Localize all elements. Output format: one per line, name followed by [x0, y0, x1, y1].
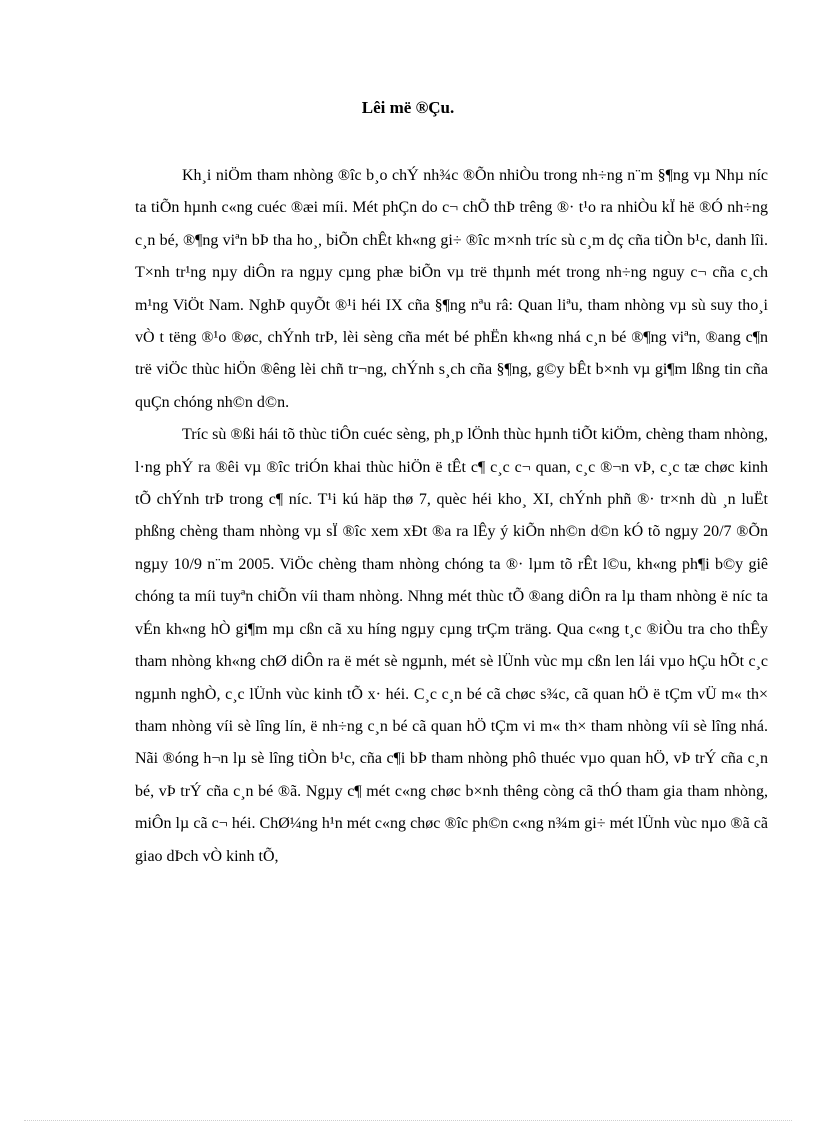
document-title: Lêi më ®Çu. — [361, 98, 455, 117]
paragraph-second: Tríc sù ®ßi hái tõ thùc tiÔn cuéc sèng, ph¸p lÖnh thùc hµnh tiÕt kiÖm, chèng tham nhòng, l·ng phÝ ra ®êi vµ ®îc triÓn khai thùc hiÖn ë tÊt c¶ c¸c c¬ quan, c¸c ®¬n vÞ, c¸c tæ chøc kinh tÕ chÝnh trÞ trong c¶ níc. T¹i kú häp thø 7, quèc héi kho¸ XI, chÝnh phñ ®· tr×nh dù ¸n luËt phßng chèng tham nhòng vµ sÏ ®îc xem xÐt ®a ra lÊy ý kiÕn nh©n d©n kÓ tõ ngµy 20/7 ®Õn ngµy 10/9 n¨m 2005. ViÖc chèng tham nhòng chóng ta ®· lµm tõ rÊt l©u, kh«ng ph¶i b©y giê chóng ta míi tuyªn chiÕn víi tham nhòng. Nhng mét thùc tÕ ®ang diÔn ra lµ tham nhòng ë níc ta vÉn kh«ng hÒ gi¶m mµ cßn cã xu híng ngµy cµng trÇm träng. Qua c«ng t¸c ®iÒu tra cho thÊy tham nhòng kh«ng chØ diÔn ra ë mét sè ngµnh, mét sè lÜnh vùc mµ cßn len lái vµo hÇu hÕt c¸c ngµnh nghÒ, c¸c lÜnh vùc kinh tÕ x· héi. C¸c c¸n bé cã chøc s¾c, cã quan hÖ ë tÇm vÜ m« th× tham nhòng víi sè lîng lín, ë nh÷ng c¸n bé cã quan hÖ tÇm vi m« th× tham nhòng víi sè lîng nhá. Nãi ®óng h¬n lµ sè lîng tiÒn b¹c, cña c¶i bÞ tham nhòng phô thuéc vµo quan hÖ, vÞ trÝ cña c¸n bé, vÞ trÝ cña c¸n bé ®ã. Ngµy c¶ mét c«ng chøc b×nh thêng còng cã thÓ tham gia tham nhòng, miÔn lµ cã c¬ héi. ChØ¼ng h¹n mét c«ng chøc ®îc ph©n c«ng n¾m gi÷ mét lÜnh vùc nµo ®ã cã giao dÞch vÒ kinh tÕ, — [135, 426, 768, 865]
page-bottom-divider — [24, 1120, 792, 1121]
document-body — [135, 160, 768, 873]
paragraph-intro: Kh¸i niÖm tham nhòng ®îc b¸o chÝ nh¾c ®Õn nhiÒu trong nh÷ng n¨m §¶ng vµ Nhµ níc ta tiÕn hµnh c«ng cuéc ®æi míi. Mét phÇn do c¬ chÕ thÞ trêng ®· t¹o ra nhiÒu kÏ hë ®Ó nh÷ng c¸n bé, ®¶ng viªn bÞ tha ho¸, biÕn chÊt kh«ng gi÷ ®îc m×nh tríc sù c¸m dç cña tiÒn b¹c, danh lîi. T×nh tr¹ng nµy diÔn ra ngµy cµng phæ biÕn vµ trë thµnh mét trong nh÷ng nguy c¬ cña c¸ch m¹ng ViÖt Nam. NghÞ quyÕt ®¹i héi IX cña §¶ng nªu râ: Quan liªu, tham nhòng vµ sù suy tho¸i vÒ t tëng ®¹o ®øc, chÝnh trÞ, lèi sèng cña mét bé phËn kh«ng nhá c¸n bé ®¶ng viªn, ®ang c¶n trë viÖc thùc hiÖn ®êng lèi chñ tr¬ng, chÝnh s¸ch cña §¶ng, g©y bÊt b×nh vµ gi¶m lßng tin cña quÇn chóng nh©n d©n. — [135, 167, 768, 411]
